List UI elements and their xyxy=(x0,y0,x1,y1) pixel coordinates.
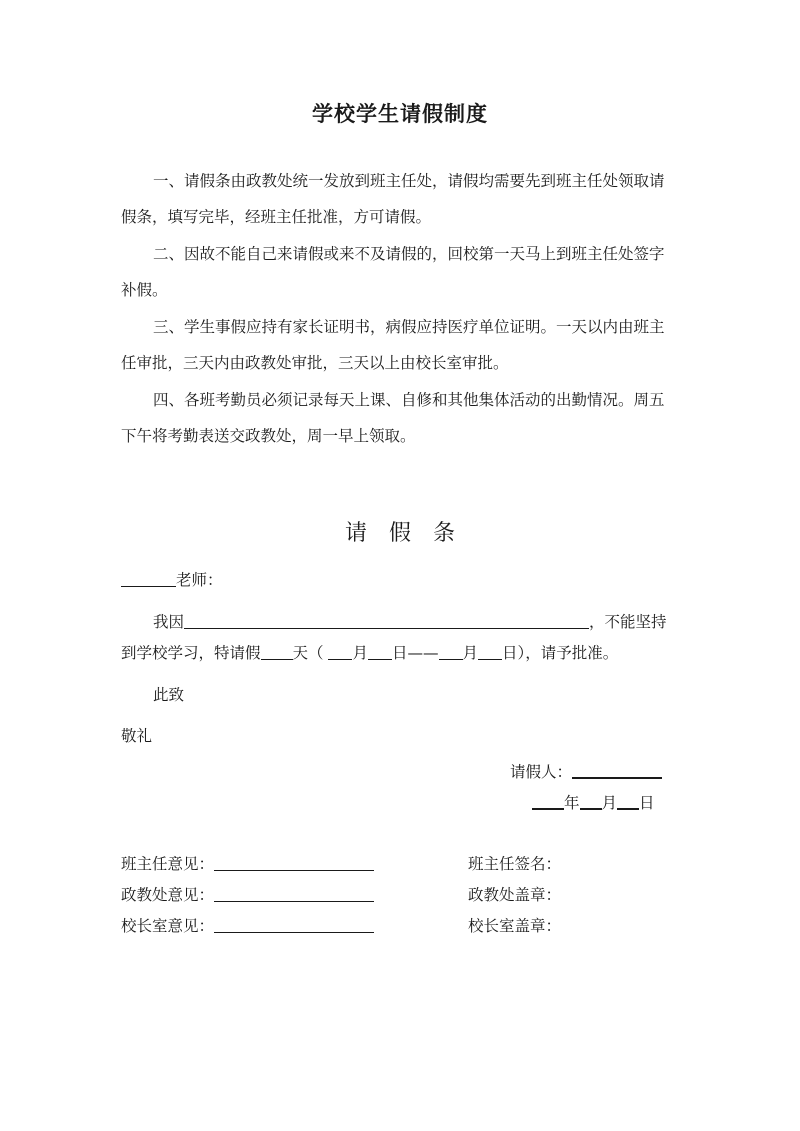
closing-jing-li: 敬礼 xyxy=(121,727,153,745)
rule-4-line-1: 四、各班考勤员必须记录每天上课、自修和其他集体活动的出勤情况。周五 xyxy=(153,391,665,409)
days-blank[interactable] xyxy=(261,643,293,660)
day-blank[interactable] xyxy=(617,792,639,810)
rule-4-line-2: 下午将考勤表送交政教处，周一早上领取。 xyxy=(121,427,416,445)
end-month-blank[interactable] xyxy=(439,643,463,660)
duration-line xyxy=(121,641,618,663)
year-label: 年 xyxy=(564,794,580,812)
month-label: 月 xyxy=(601,794,618,812)
principal-opinion-label: 校长室意见： xyxy=(121,917,215,935)
rule-2 xyxy=(121,236,686,308)
closing-ci-zhi: 此致 xyxy=(153,686,185,704)
reason-suffix: ，不能坚持 xyxy=(589,613,667,631)
applicant-line xyxy=(510,760,662,782)
duration-end: 日），请予批准。 xyxy=(502,644,619,662)
range-dash: —— xyxy=(407,644,439,662)
end-month-label: 月 xyxy=(462,644,479,662)
principal-stamp-label: 校长室盖章： xyxy=(468,917,562,935)
start-day-label: 日 xyxy=(391,644,408,662)
applicant-label: 请假人： xyxy=(510,763,573,781)
rule-4 xyxy=(121,382,686,454)
rule-2-line-2: 补假。 xyxy=(121,281,168,299)
opinion-row-2 xyxy=(121,883,374,905)
rule-1 xyxy=(121,163,686,235)
rule-3 xyxy=(121,309,686,381)
rule-2-line-1: 二、因故不能自己来请假或来不及请假的，回校第一天马上到班主任处签字 xyxy=(153,245,665,263)
opinion-row-1 xyxy=(121,852,374,874)
start-day-blank[interactable] xyxy=(368,643,392,660)
duration-text-a: 到学校学习，特请假 xyxy=(121,644,261,662)
reason-prefix: 我因 xyxy=(153,613,185,631)
homeroom-sign-label: 班主任签名： xyxy=(468,855,562,873)
rule-3-line-1: 三、学生事假应持有家长证明书，病假应持医疗单位证明。一天以内由班主 xyxy=(153,318,665,336)
duration-text-b: 天（ xyxy=(292,644,324,662)
month-blank[interactable] xyxy=(580,792,602,810)
day-label: 日 xyxy=(639,794,655,812)
teacher-name-blank[interactable] xyxy=(121,570,176,587)
politics-office-opinion-label: 政教处意见： xyxy=(121,886,215,904)
year-blank[interactable] xyxy=(532,792,564,810)
start-month-label: 月 xyxy=(352,644,368,662)
start-month-blank[interactable] xyxy=(328,643,352,660)
homeroom-opinion-blank[interactable] xyxy=(214,854,374,871)
rule-1-line-1: 一、请假条由政教处统一发放到班主任处，请假均需要先到班主任处领取请 xyxy=(153,172,665,190)
rule-3-line-2: 任审批，三天内由政教处审批，三天以上由校长室审批。 xyxy=(121,354,509,372)
politics-office-opinion-blank[interactable] xyxy=(214,885,374,902)
principal-opinion-blank[interactable] xyxy=(214,916,374,933)
teacher-suffix: 老师： xyxy=(176,571,223,589)
applicant-blank[interactable] xyxy=(572,761,662,779)
homeroom-opinion-label: 班主任意见： xyxy=(121,855,215,873)
rule-1-line-2: 假条，填写完毕，经班主任批准，方可请假。 xyxy=(121,208,432,226)
teacher-line xyxy=(121,568,223,590)
document-title: 学校学生请假制度 xyxy=(312,101,488,126)
end-day-blank[interactable] xyxy=(478,643,502,660)
opinion-row-3 xyxy=(121,914,374,936)
date-line xyxy=(532,791,655,813)
leave-slip-title: 请假条 xyxy=(344,521,477,546)
politics-office-stamp-label: 政教处盖章： xyxy=(468,886,562,904)
reason-blank[interactable] xyxy=(184,612,589,629)
reason-line xyxy=(153,610,667,632)
